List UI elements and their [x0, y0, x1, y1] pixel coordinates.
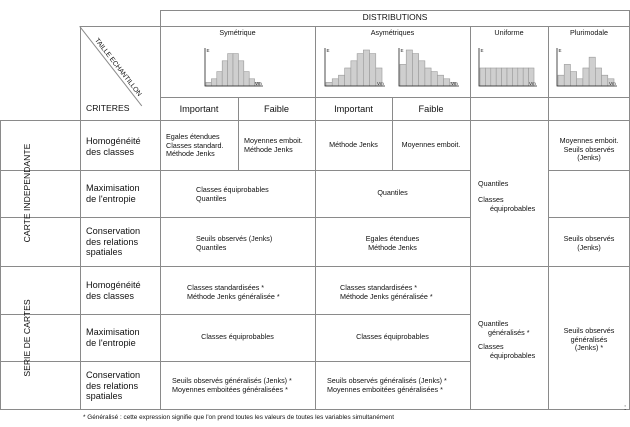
cell-r456-plurimodale: Seuils observés généralisés (Jenks) *	[563, 326, 615, 353]
histogram-bar	[437, 75, 443, 86]
cell-r1-sym-faible: Moyennes emboit. Méthode Jenks	[244, 136, 303, 154]
cell-r23-uniforme-quantiles: Quantiles	[478, 179, 509, 188]
cell-r3-asy: Egales étendues Méthode Jenks	[365, 234, 420, 252]
histogram-bar	[238, 61, 243, 86]
histogram-y-label: E	[480, 48, 484, 53]
histogram-x-label: Vm	[451, 81, 458, 86]
histogram-bar	[249, 79, 254, 86]
cell-r456-uniforme-quantiles: Quantiles généralisés *	[478, 319, 530, 337]
histogram-bar	[222, 61, 227, 86]
histogram-bar	[345, 68, 351, 86]
footnote: * Généralisé : cette expression signifie que l'on prend toutes les valeurs de toutes les variables simultanément	[83, 414, 394, 421]
histogram-bar	[512, 68, 517, 86]
histogram-y-label: E	[326, 48, 330, 53]
histogram-x-label: Vm	[377, 81, 384, 86]
cell-r1-plurimodale: Moyennes emboit. Seuils observés (Jenks)	[559, 136, 619, 163]
histogram-bar	[480, 68, 485, 86]
taille-echantillon-label: TAILLE ECHANTILLON	[93, 37, 143, 98]
histogram-asymetrique-1	[320, 44, 392, 92]
asymetriques-label: Asymétriques	[370, 28, 415, 37]
histogram-bar	[406, 50, 412, 86]
histogram-bar	[244, 72, 249, 86]
histogram-bar	[518, 68, 523, 86]
cell-r1-sym-important: Egales étendues Classes standard. Méthode Jenks	[166, 132, 224, 159]
histogram-bar	[217, 72, 222, 86]
criterion-homogeneite-1: Homogénéité des classes	[86, 136, 141, 157]
faible-sym-label: Faible	[263, 104, 290, 114]
cell-r3-plurimodale: Seuils observés (Jenks)	[563, 234, 615, 252]
histogram-bar	[332, 79, 338, 86]
histogram-bar	[570, 72, 576, 86]
histogram-x-label: Vm	[609, 81, 616, 86]
histogram-bar	[370, 54, 376, 86]
histogram-symetrique	[200, 44, 270, 92]
cell-r1-asy-faible: Moyennes emboit.	[401, 140, 461, 149]
histogram-y-label: E	[206, 48, 210, 53]
cell-r2-sym: Classes équiprobables Quantiles	[196, 185, 269, 203]
symetrique-label: Symétrique	[219, 28, 256, 37]
histogram-bar	[558, 75, 564, 86]
histogram-bar	[602, 75, 608, 86]
cell-r1-asy-important: Méthode Jenks	[329, 140, 378, 149]
histogram-bar	[485, 68, 490, 86]
criterion-conservation-2: Conservation des relations spatiales	[86, 370, 141, 401]
histogram-bar	[419, 61, 425, 86]
criterion-homogeneite-2: Homogénéité des classes	[86, 280, 141, 301]
histogram-bar	[583, 68, 589, 86]
histogram-y-label: E	[558, 48, 562, 53]
cell-r2-asy: Quantiles	[377, 188, 408, 197]
histogram-bar	[491, 68, 496, 86]
histogram-bar	[211, 79, 216, 86]
histogram-y-label: E	[400, 48, 404, 53]
edge-mark: :	[624, 403, 627, 412]
histogram-uniforme	[474, 44, 544, 92]
histogram-bar	[502, 68, 507, 86]
histogram-plurimodale	[552, 44, 624, 92]
histogram-bar	[564, 64, 570, 86]
histogram-bar	[363, 50, 369, 86]
cell-r4-asy: Classes standardisées * Méthode Jenks généralisée *	[340, 283, 433, 301]
cell-r3-sym: Seuils observés (Jenks) Quantiles	[196, 234, 273, 252]
histogram-bar	[400, 64, 406, 86]
plurimodale-label: Plurimodale	[570, 28, 608, 37]
group-serie-de-cartes: SERIE DE CARTES	[22, 299, 32, 377]
cell-r456-uniforme-classes: Classes équiprobables	[478, 342, 536, 360]
cell-r4-sym: Classes standardisées * Méthode Jenks généralisée *	[187, 283, 280, 301]
histogram-bar	[444, 79, 450, 86]
histogram-bar	[326, 82, 332, 86]
histogram-bar	[595, 68, 601, 86]
important-asy-label: Important	[334, 104, 373, 114]
histogram-bar	[338, 75, 344, 86]
criterion-maximisation-1: Maximisation de l'entropie	[86, 183, 140, 204]
criterion-conservation-1: Conservation des relations spatiales	[86, 226, 141, 257]
histogram-bar	[351, 61, 357, 86]
cell-r6-sym: Seuils observés généralisés (Jenks) * Moyennes emboitées généralisées *	[172, 376, 292, 394]
criteres-label: CRITERES	[86, 103, 130, 113]
histogram-x-label: Vm	[529, 81, 536, 86]
cell-r5-sym: Classes équiprobables	[201, 332, 274, 341]
histogram-bar	[206, 82, 211, 86]
group-carte-independante: CARTE INDEPENDANTE	[22, 143, 32, 243]
criterion-maximisation-2: Maximisation de l'entropie	[86, 327, 140, 348]
histogram-bar	[496, 68, 501, 86]
faible-asy-label: Faible	[418, 104, 444, 114]
histogram-bar	[431, 72, 437, 86]
histogram-bar	[523, 68, 528, 86]
cell-r6-asy: Seuils observés généralisés (Jenks) * Moyennes emboitées généralisées *	[327, 376, 447, 394]
histogram-bar	[412, 54, 418, 86]
histogram-bar	[425, 68, 431, 86]
histogram-bar	[589, 57, 595, 86]
histogram-bar	[233, 54, 238, 86]
histogram-bar	[507, 68, 512, 86]
cell-r5-asy: Classes équiprobables	[356, 332, 429, 341]
histogram-bar	[357, 54, 363, 86]
distributions-title: DISTRIBUTIONS	[362, 12, 428, 22]
cell-r23-uniforme-classes: Classes équiprobables	[478, 195, 536, 213]
histogram-asymetrique-2	[394, 44, 466, 92]
important-sym-label: Important	[179, 104, 219, 114]
histogram-bar	[577, 79, 583, 86]
histogram-bar	[228, 54, 233, 86]
uniforme-label: Uniforme	[494, 28, 524, 37]
histogram-x-label: Vm	[255, 81, 262, 86]
